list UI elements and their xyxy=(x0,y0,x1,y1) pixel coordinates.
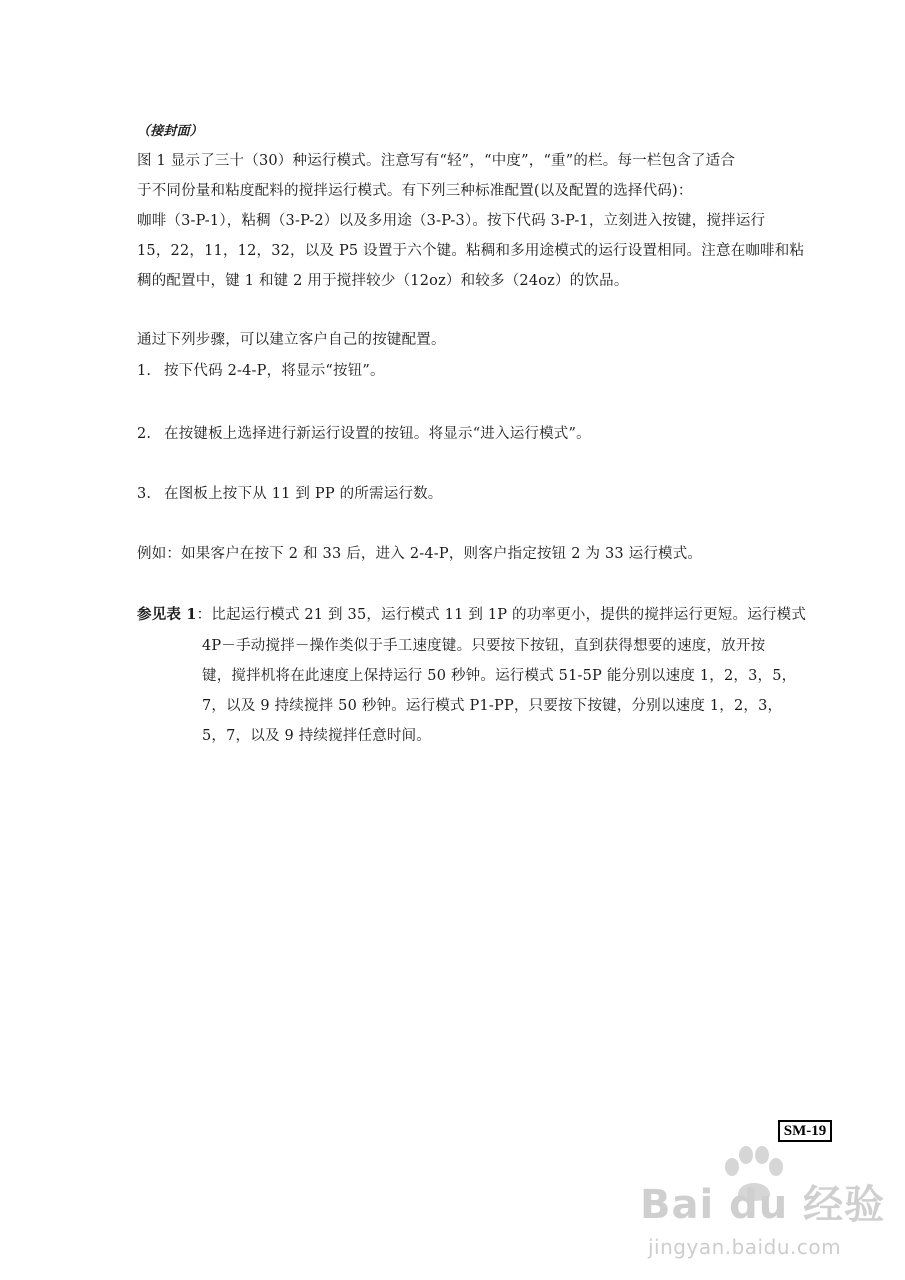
reference-line-4: 7，以及 9 持续搅拌 50 秒钟。运行模式 P1-PP，只要按下按键，分别以速度 1，2，3， xyxy=(202,698,783,714)
reference-label: 参见表 1 xyxy=(137,606,197,623)
step-item-2 xyxy=(137,425,591,443)
reference-line-5: 5，7，以及 9 持续搅拌任意时间。 xyxy=(202,728,431,744)
page-number-box: SM-19 xyxy=(778,1120,832,1142)
watermark-brand: Bai du 经验 xyxy=(640,1182,886,1228)
step-item-3 xyxy=(137,485,443,503)
baidu-watermark xyxy=(640,1145,886,1265)
example-paragraph: 例如：如果客户在按下 2 和 33 后，进入 2-4-P，则客户指定按钮 2 为 33 运行模式。 xyxy=(137,546,703,562)
reference-line-3: 键，搅拌机将在此速度上保持运行 50 秒钟。运行模式 51-5P 能分别以速度 1，2，3，5， xyxy=(202,668,797,684)
intro-line-3: 咖啡（3-P-1），粘稠（3-P-2）以及多用途（3-P-3）。按下代码 3-P-1，立刻进入按键，搅拌运行 xyxy=(137,213,766,229)
step-text: 在按键板上选择进行新运行设置的按钮。将显示“进入运行模式”。 xyxy=(164,426,591,442)
reference-text: ：比起运行模式 21 到 35，运行模式 11 到 1P 的功率更小，提供的搅拌运行更短。运行模式 xyxy=(196,607,807,623)
step-item-1 xyxy=(137,362,385,380)
step-number: 1. xyxy=(137,363,152,379)
step-text: 按下代码 2-4-P，将显示“按钮”。 xyxy=(164,363,385,379)
intro-line-5: 稠的配置中，键 1 和键 2 用于搅拌较少（12oz）和较多（24oz）的饮品。 xyxy=(137,273,629,289)
reference-first-line xyxy=(137,606,806,624)
reference-line-2: 4P－手动搅拌－操作类似于手工速度键。只要按下按钮，直到获得想要的速度，放开按 xyxy=(202,638,766,654)
step-text: 在图板上按下从 11 到 PP 的所需运行数。 xyxy=(164,486,443,502)
intro-line-2: 于不同份量和粘度配料的搅拌运行模式。有下列三种标准配置(以及配置的选择代码)： xyxy=(137,183,693,199)
section-heading: （接封面） xyxy=(137,124,204,139)
intro-line-1: 图 1 显示了三十（30）种运行模式。注意写有“轻”，“中度”，“重”的栏。每一栏包含了适合 xyxy=(137,153,736,169)
step-number: 3. xyxy=(137,486,152,502)
steps-intro: 通过下列步骤，可以建立客户自己的按键配置。 xyxy=(137,332,446,348)
watermark-url: jingyan.baidu.com xyxy=(648,1235,842,1259)
intro-line-4: 15，22，11，12，32，以及 P5 设置于六个键。粘稠和多用途模式的运行设置相同。注意在咖啡和粘 xyxy=(137,243,805,259)
step-number: 2. xyxy=(137,426,152,442)
